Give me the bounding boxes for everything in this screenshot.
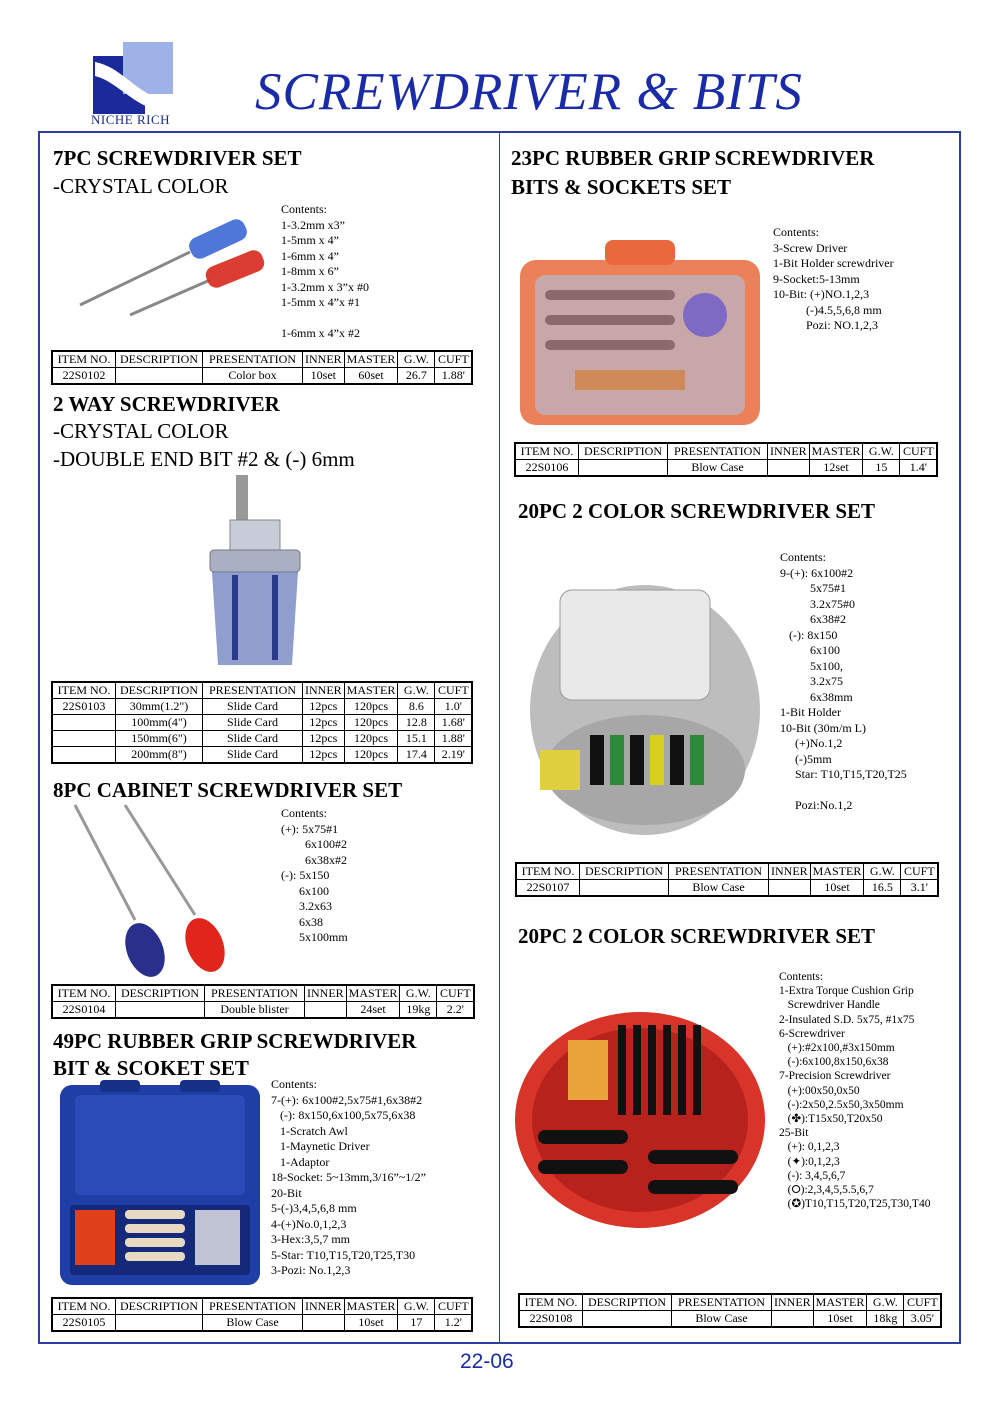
cell: 1.2' [435,1315,473,1332]
cell: 120pcs [344,699,398,715]
col-item-no: ITEM NO. [52,351,116,368]
cell [769,880,811,897]
product-subtitle-2: -DOUBLE END BIT #2 & (-) 6mm [53,447,355,471]
cell: 1.88' [435,731,473,747]
cell: 26.7 [398,368,435,385]
cell: Color box [203,368,303,385]
cell [580,880,669,897]
spec-table [515,862,939,897]
cell: 17.4 [398,747,435,764]
spec-table [51,350,473,385]
table-header-row [519,1294,941,1311]
table-row [52,699,472,715]
table-row [519,1311,941,1328]
product-title: 2 WAY SCREWDRIVER [53,392,280,416]
cell: 24set [346,1002,400,1019]
col-gw: G.W. [863,443,900,460]
cell: 12pcs [303,715,345,731]
cell [52,715,116,731]
cell: 19kg [400,1002,437,1019]
cell: Blow Case [668,460,768,477]
cell: 30mm(1.2") [116,699,203,715]
cell: 22S0108 [519,1311,583,1328]
col-item-no: ITEM NO. [52,985,116,1002]
col-master: MASTER [344,682,398,699]
col-description: DESCRIPTION [583,1294,672,1311]
product-contents: Contents: 9-(+): 6x100#2 5x75#1 3.2x75#0 6x38#2 (-): 8x150 6x100 5x100, 3.2x75 6x38mm 1-Bit Holder 10-Bit (30m/m L) (+)No.1,2 (-)5mm Star: T10,T15,T20,T25 Pozi:No.1,2 [780,550,907,812]
product-contents: Contents: 1-Extra Torque Cushion Grip Screwdriver Handle 2-Insulated S.D. 5x75, #1x75 6-Screwdriver (+):#2x100,#3x150mm (-):6x100,8x150,6x38 7-Precision Screwdriver (+):00x50,0x50 (-):2x50,2.5x50,3x50mm (✤):T15x50,T20x50 25-Bit (+): 0,1,2,3 (✦):0,1,2,3 (-): 3,4,5,6,7 (⭘):2,3,4,5,5.5,6,7 (✪)T10,T15,T20,T25,T30,T40 [779,971,931,1211]
logo-text: NICHE RICH [91,112,171,127]
col-master: MASTER [344,1298,398,1315]
col-cuft: CUFT [904,1294,942,1311]
col-inner: INNER [303,351,345,368]
cell: 22S0107 [516,880,580,897]
table-row [52,747,472,764]
col-cuft: CUFT [901,863,939,880]
two-way-screwdriver-image [200,475,310,670]
cell [583,1311,672,1328]
spec-table [51,681,473,764]
table-header-row [515,443,937,460]
col-presentation: PRESENTATION [205,985,305,1002]
table-row [52,731,472,747]
product-contents: Contents: (+): 5x75#1 6x100#2 6x38x#2 (-): 5x150 6x100 3.2x63 6x38 5x100mm [281,806,348,944]
col-cuft: CUFT [900,443,938,460]
table-header-row [52,351,472,368]
cell: Slide Card [203,731,303,747]
cell: 100mm(4") [116,715,203,731]
cell: 2.2' [437,1002,475,1019]
cell: 3.1' [901,880,939,897]
cell: 120pcs [344,731,398,747]
product-subtitle: -CRYSTAL COLOR [53,419,229,443]
col-inner: INNER [303,1298,345,1315]
cell: 1.88' [435,368,473,385]
product-title: 23PC RUBBER GRIP SCREWDRIVER [511,146,875,170]
col-presentation: PRESENTATION [668,443,768,460]
col-gw: G.W. [398,1298,435,1315]
product-contents: Contents: 3-Screw Driver 1-Bit Holder screwdriver 9-Socket:5-13mm 10-Bit: (+)NO.1,2,3 (-)4.5,5,6,8 mm Pozi: NO.1,2,3 [773,225,894,332]
red-case-image [508,1000,773,1240]
col-presentation: PRESENTATION [203,1298,303,1315]
cell: 120pcs [344,747,398,764]
col-master: MASTER [810,863,864,880]
cell: 15.1 [398,731,435,747]
cell: 22S0104 [52,1002,116,1019]
table-header-row [52,1298,472,1315]
product-title: 8PC CABINET SCREWDRIVER SET [53,778,403,802]
cell [772,1311,814,1328]
cell: 1.68' [435,715,473,731]
cell: 60set [344,368,398,385]
cell [768,460,810,477]
col-gw: G.W. [867,1294,904,1311]
cell: Blow Case [203,1315,303,1332]
cell: 12pcs [303,731,345,747]
cell: 18kg [867,1311,904,1328]
cell: 12pcs [303,699,345,715]
niche-rich-logo [93,42,173,120]
cell [116,1002,205,1019]
cell: Slide Card [203,715,303,731]
cell: 22S0102 [52,368,116,385]
cell [116,1315,203,1332]
col-inner: INNER [768,443,810,460]
cell: 2.19' [435,747,473,764]
spec-table [514,442,938,477]
col-gw: G.W. [864,863,901,880]
col-gw: G.W. [400,985,437,1002]
col-item-no: ITEM NO. [516,863,580,880]
spec-table [518,1293,942,1328]
col-master: MASTER [813,1294,867,1311]
col-inner: INNER [772,1294,814,1311]
table-row [52,1002,474,1019]
col-item-no: ITEM NO. [52,682,116,699]
col-presentation: PRESENTATION [672,1294,772,1311]
page-number: 22-06 [460,1350,514,1373]
col-description: DESCRIPTION [116,351,203,368]
cell: 22S0105 [52,1315,116,1332]
product-contents: Contents: 1-3.2mm x3” 1-5mm x 4” 1-6mm x 4” 1-8mm x 6” 1-3.2mm x 3”x #0 1-5mm x 4”x #1 1-6mm x 4”x #2 [281,202,369,340]
product-title: 20PC 2 COLOR SCREWDRIVER SET [518,924,876,948]
cell: Blow Case [669,880,769,897]
table-header-row [52,682,472,699]
product-title-2: BIT & SCOKET SET [53,1056,249,1080]
col-description: DESCRIPTION [116,1298,203,1315]
product-subtitle: -CRYSTAL COLOR [53,174,229,198]
col-master: MASTER [346,985,400,1002]
cell: 10set [810,880,864,897]
col-master: MASTER [344,351,398,368]
table-row [52,1315,472,1332]
col-item-no: ITEM NO. [52,1298,116,1315]
spec-table [51,1297,473,1332]
cabinet-screwdriver-image [65,800,265,980]
cell: 150mm(6") [116,731,203,747]
table-row [515,460,937,477]
col-cuft: CUFT [435,351,473,368]
spec-table [51,984,475,1019]
cell [52,731,116,747]
col-presentation: PRESENTATION [203,682,303,699]
cell: 200mm(8") [116,747,203,764]
product-title: 49PC RUBBER GRIP SCREWDRIVER [53,1029,417,1053]
cell [305,1002,347,1019]
cell: 16.5 [864,880,901,897]
cell: 15 [863,460,900,477]
col-description: DESCRIPTION [580,863,669,880]
cell: 8.6 [398,699,435,715]
cell: Double blister [205,1002,305,1019]
grey-case-image [520,560,770,840]
product-title-2: BITS & SOCKETS SET [511,175,732,199]
cell: 1.0' [435,699,473,715]
page-title: SCREWDRIVER & BITS [255,63,803,121]
cell: 22S0103 [52,699,116,715]
col-item-no: ITEM NO. [515,443,579,460]
table-row [516,880,938,897]
table-header-row [52,985,474,1002]
cell: 12pcs [303,747,345,764]
col-description: DESCRIPTION [579,443,668,460]
col-inner: INNER [769,863,811,880]
orange-case-image [515,230,765,430]
column-divider [499,131,500,1344]
cell: 12.8 [398,715,435,731]
col-presentation: PRESENTATION [203,351,303,368]
cell: 3.05' [904,1311,942,1328]
cell: 120pcs [344,715,398,731]
col-gw: G.W. [398,351,435,368]
cell: Slide Card [203,747,303,764]
col-inner: INNER [305,985,347,1002]
col-gw: G.W. [398,682,435,699]
col-presentation: PRESENTATION [669,863,769,880]
product-contents: Contents: 7-(+): 6x100#2,5x75#1,6x38#2 (-): 8x150,6x100,5x75,6x38 1-Scratch Awl 1-Maynetic Driver 1-Adaptor 18-Socket: 5~13mm,3/16”~1/2” 20-Bit 5-(-)3,4,5,6,8 mm 4-(+)No.0,1,2,3 3-Hex:3,5,7 mm 5-Star: T10,T15,T20,T25,T30 3-Pozi: No.1,2,3 [271,1077,426,1277]
col-cuft: CUFT [435,682,473,699]
cell: 12set [809,460,863,477]
cell: 22S0106 [515,460,579,477]
col-cuft: CUFT [437,985,475,1002]
product-title: 20PC 2 COLOR SCREWDRIVER SET [518,499,876,523]
product-title: 7PC SCREWDRIVER SET [53,146,302,170]
cell: 10set [813,1311,867,1328]
cell [303,1315,345,1332]
cell: Slide Card [203,699,303,715]
cell: 10set [344,1315,398,1332]
cell: 1.4' [900,460,938,477]
cell: Blow Case [672,1311,772,1328]
col-description: DESCRIPTION [116,682,203,699]
table-header-row [516,863,938,880]
col-master: MASTER [809,443,863,460]
col-description: DESCRIPTION [116,985,205,1002]
col-item-no: ITEM NO. [519,1294,583,1311]
screwdriver-set-image [70,200,270,320]
cell [52,747,116,764]
table-row [52,715,472,731]
cell [579,460,668,477]
col-inner: INNER [303,682,345,699]
col-cuft: CUFT [435,1298,473,1315]
cell: 10set [303,368,345,385]
table-row [52,368,472,385]
cell [116,368,203,385]
bit-socket-case-image [55,1080,265,1290]
cell: 17 [398,1315,435,1332]
